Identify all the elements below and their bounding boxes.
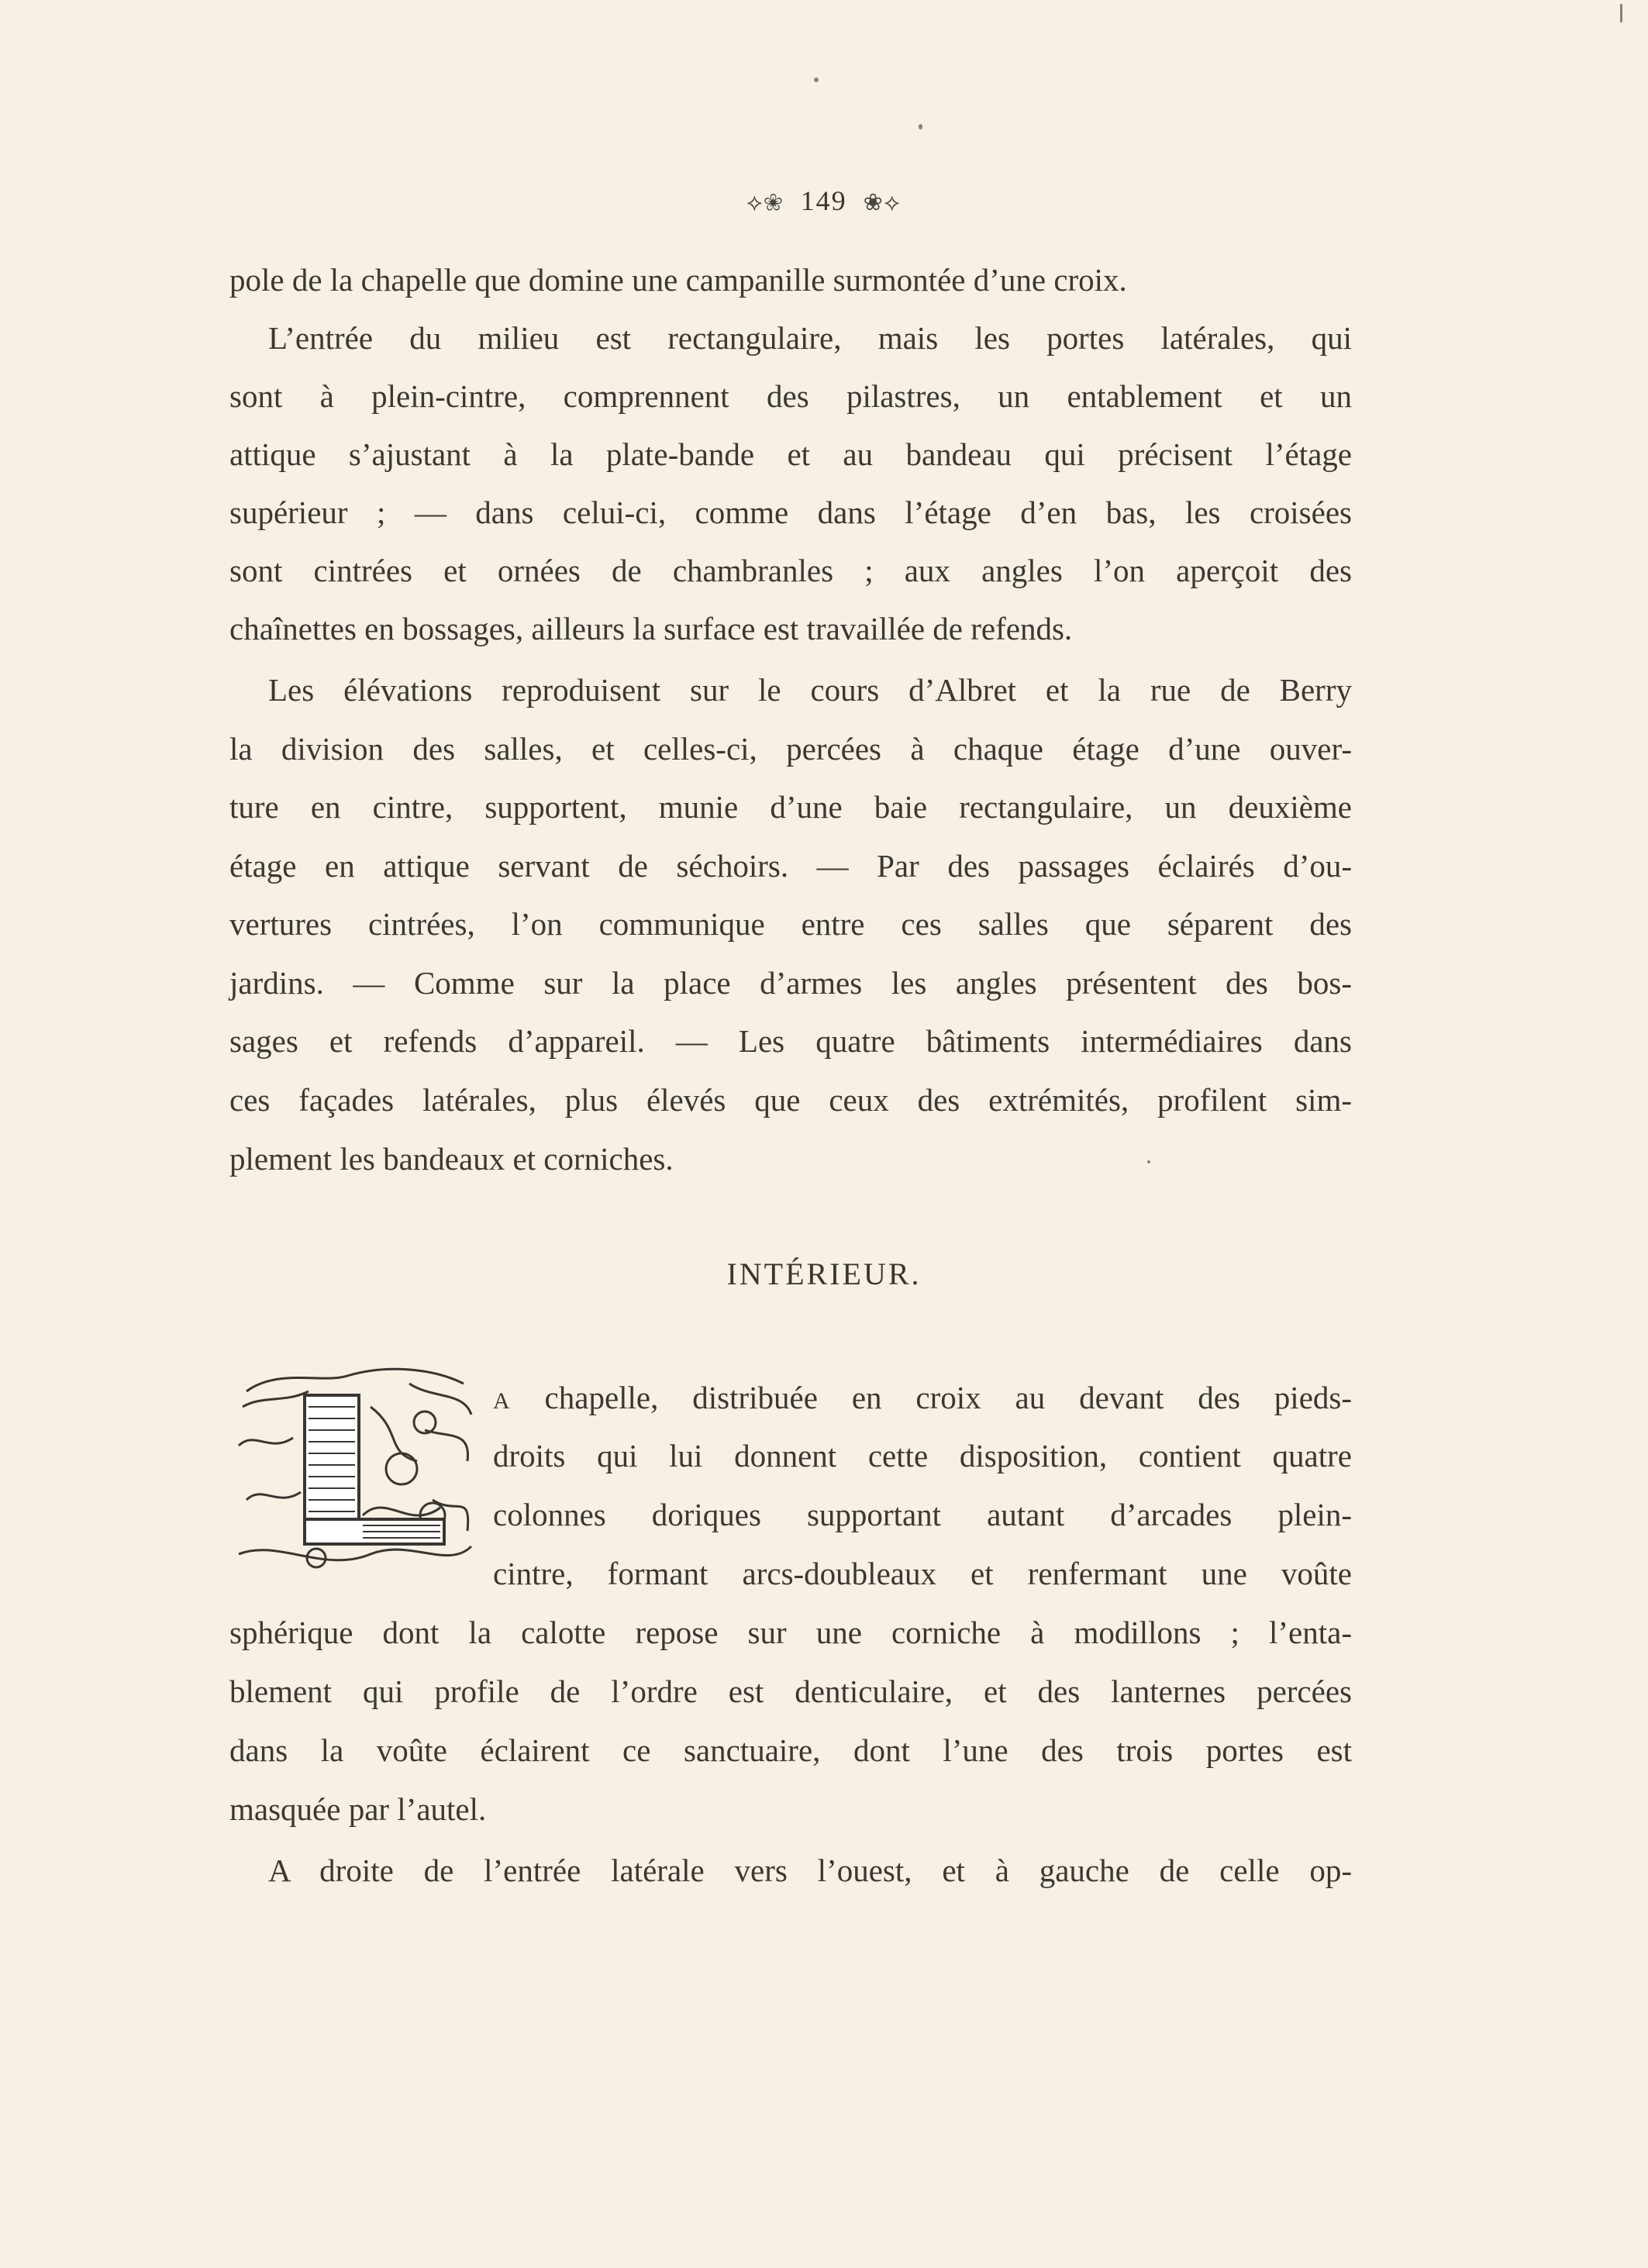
text-line: sont cintrées et ornées de chambranles ; aux angles l’on aperçoit des (229, 553, 1352, 588)
text-line: sages et refends d’appareil. — Les quatre bâtiments intermédiaires dans (229, 1023, 1352, 1059)
text-line: blement qui profile de l’ordre est denticulaire, et des lanternes percées (229, 1673, 1352, 1709)
text-line: pole de la chapelle que domine une campanille surmontée d’une croix. (229, 262, 1127, 298)
text-line: L’entrée du milieu est rectangulaire, mais les portes latérales, qui (268, 320, 1352, 356)
text-line: Les élévations reproduisent sur le cours d’Albret et la rue de Berry (268, 672, 1352, 708)
text-line: étage en attique servant de séchoirs. — Par des passages éclairés d’ou- (229, 848, 1352, 884)
header-left-ornament: ⟡❀ (746, 190, 784, 215)
text-line: chaînettes en bossages, ailleurs la surface est travaillée de refends. (229, 611, 1073, 646)
dropcap-letter: L (332, 1550, 333, 1551)
text-line: cintre, formant arcs-doubleaux et renfermant une voûte (493, 1556, 1352, 1591)
text-line: masquée par l’autel. (229, 1791, 487, 1827)
page-speck (814, 78, 819, 82)
text-line (493, 1374, 1352, 1421)
text-line: sont à plein-cintre, comprennent des pilastres, un entablement et un (229, 378, 1352, 414)
text-line: dans la voûte éclairent ce sanctuaire, dont l’une des trois portes est (229, 1732, 1352, 1768)
page-number: 149 (800, 185, 847, 216)
text-line: la division des salles, et celles-ci, percées à chaque étage d’une ouver- (229, 731, 1352, 767)
page-speck (1620, 4, 1622, 22)
smallcap-letter: A (493, 1388, 511, 1414)
text-line: plement les bandeaux et corniches. (229, 1141, 674, 1177)
section-title: INTÉRIEUR. (726, 1256, 922, 1291)
page-header (0, 184, 1648, 217)
text-line: ture en cintre, supportent, munie d’une baie rectangulaire, un deuxième (229, 789, 1352, 825)
page-speck (919, 124, 922, 129)
header-right-ornament: ❀⟡ (863, 190, 902, 215)
text-line: droits qui lui donnent cette disposition, contient quatre (493, 1438, 1352, 1474)
text-line: ces façades latérales, plus élevés que ceux des extrémités, profilent sim- (229, 1082, 1352, 1118)
text-line-rest: chapelle, distribuée en croix au devant des pieds- (510, 1380, 1352, 1415)
text-line: A droite de l’entrée latérale vers l’ouest, et à gauche de celle op- (268, 1853, 1352, 1888)
text-line: attique s’ajustant à la plate-bande et au bandeau qui précisent l’étage (229, 436, 1352, 472)
text-line: supérieur ; — dans celui-ci, comme dans l’étage d’en bas, les croisées (229, 495, 1352, 530)
text-line: jardins. — Comme sur la place d’armes les angles présentent des bos- (229, 965, 1352, 1001)
text-line: colonnes doriques supportant autant d’arcades plein- (493, 1497, 1352, 1532)
text-line: vertures cintrées, l’on communique entre ces salles que séparent des (229, 906, 1352, 942)
decorated-initial (231, 1360, 478, 1585)
text-line: sphérique dont la calotte repose sur une corniche à modillons ; l’enta- (229, 1615, 1352, 1650)
